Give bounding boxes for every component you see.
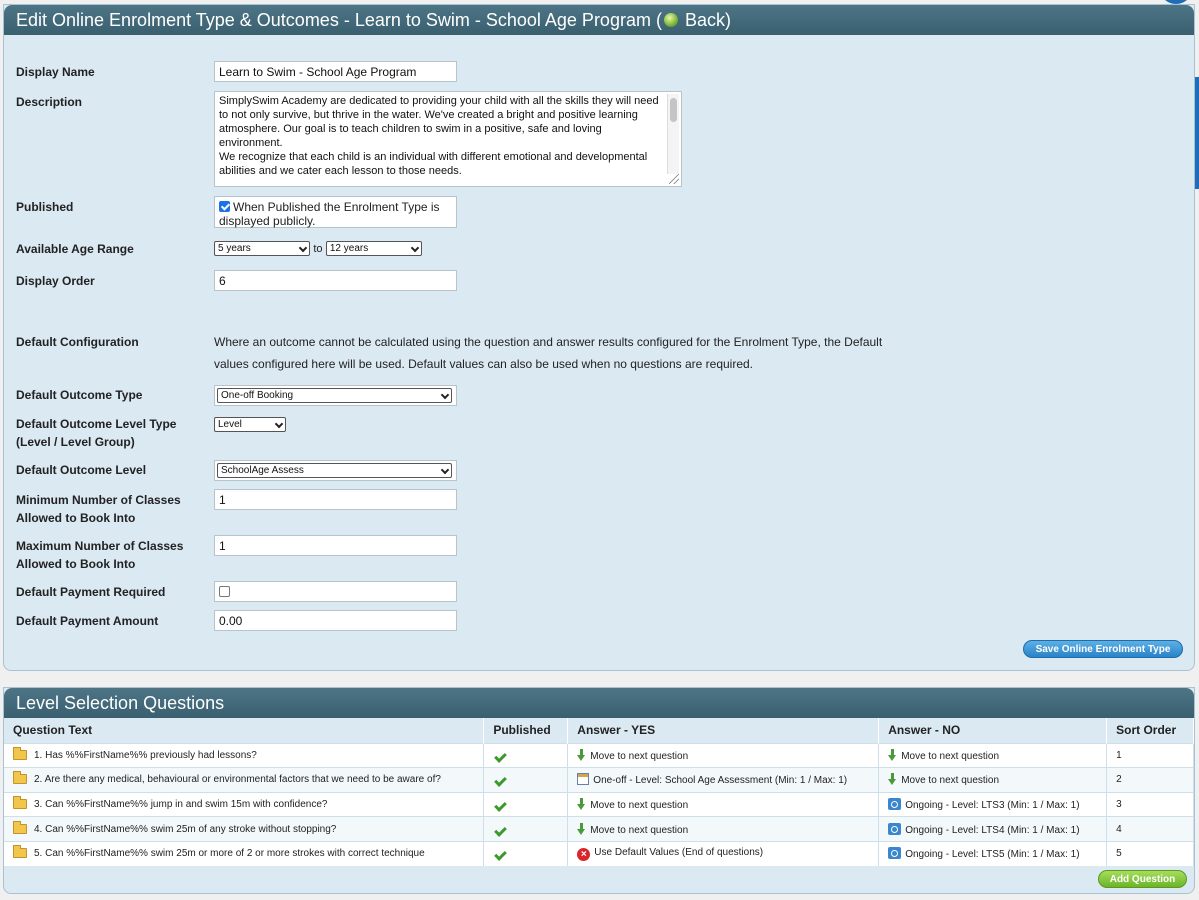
level-questions-panel	[3, 687, 1195, 894]
answer-yes-cell: Move to next question	[568, 743, 879, 768]
display-name-label: Display Name	[16, 65, 95, 79]
question-text-cell[interactable]: 1. Has %%FirstName%% previously had lessons?	[4, 743, 484, 768]
max-classes-label: Maximum Number of Classes Allowed to Book Into	[16, 539, 184, 571]
sort-order-cell: 4	[1107, 817, 1194, 842]
folder-icon[interactable]	[13, 750, 27, 760]
check-icon	[494, 750, 507, 763]
description-textarea[interactable]	[214, 91, 682, 187]
payment-amount-label: Default Payment Amount	[16, 614, 159, 628]
resize-grip-icon[interactable]	[669, 174, 679, 184]
display-name-input[interactable]	[214, 61, 457, 82]
folder-icon[interactable]	[13, 799, 27, 809]
answer-yes-cell: Move to next question	[568, 817, 879, 842]
page-title: Edit Online Enrolment Type & Outcomes - Learn to Swim - School Age Program ( Back)	[4, 5, 1194, 35]
check-icon	[494, 849, 507, 862]
description-scrollbar[interactable]	[667, 94, 679, 174]
age-range-label: Available Age Range	[16, 242, 134, 256]
add-question-button[interactable]: Add Question	[1098, 870, 1187, 888]
down-arrow-icon	[577, 749, 586, 761]
questions-table	[4, 718, 1194, 866]
folder-icon[interactable]	[13, 824, 27, 834]
chevron-down-icon	[275, 420, 283, 428]
published-text: When Published the Enrolment Type is displayed publicly.	[219, 200, 440, 228]
default-config-text: Where an outcome cannot be calculated using the question and answer results configured for the Enrolment Type, the Default values configured here will be used. Default values can also be used when no questions are required.	[214, 335, 883, 371]
column-header: Answer - NO	[879, 718, 1107, 743]
back-link[interactable]: Back)	[684, 10, 731, 30]
answer-no-cell: Ongoing - Level: LTS4 (Min: 1 / Max: 1)	[879, 817, 1107, 842]
down-arrow-icon	[577, 823, 586, 835]
table-row[interactable]	[4, 743, 1194, 768]
sort-order-cell: 1	[1107, 743, 1194, 768]
chevron-down-icon	[441, 391, 449, 399]
column-header: Answer - YES	[568, 718, 879, 743]
min-classes-input[interactable]	[214, 489, 457, 510]
column-header: Question Text	[4, 718, 484, 743]
error-icon: ×	[577, 848, 590, 861]
question-text-cell[interactable]: 5. Can %%FirstName%% swim 25m or more of 2 or more strokes with correct technique	[4, 841, 484, 866]
outcome-level-type-select[interactable]: Level	[214, 417, 286, 432]
outcome-level-select[interactable]: SchoolAge Assess	[217, 463, 452, 478]
description-label: Description	[16, 95, 83, 109]
calendar-icon	[577, 773, 589, 785]
answer-yes-cell: One-off - Level: School Age Assessment (Min: 1 / Max: 1)	[568, 768, 879, 793]
question-text-cell[interactable]: 2. Are there any medical, behavioural or environmental factors that we need to be aware of?	[4, 768, 484, 793]
recurring-icon	[888, 823, 901, 835]
outcome-type-select[interactable]: One-off Booking	[217, 388, 452, 403]
default-config-label: Default Configuration	[16, 335, 139, 349]
chevron-down-icon	[411, 244, 419, 252]
age-to-word: to	[313, 243, 323, 255]
check-icon	[494, 775, 507, 788]
answer-no-cell: Ongoing - Level: LTS5 (Min: 1 / Max: 1)	[879, 841, 1107, 866]
published-checkbox[interactable]	[219, 201, 230, 212]
answer-no-cell: Move to next question	[879, 743, 1107, 768]
outcome-level-type-label: Default Outcome Level Type (Level / Level Group)	[16, 417, 177, 449]
column-header: Sort Order	[1107, 718, 1194, 743]
check-icon	[494, 824, 507, 837]
published-cell	[484, 792, 568, 817]
display-order-input[interactable]	[214, 270, 457, 291]
edit-enrolment-panel	[3, 4, 1195, 671]
questions-title: Level Selection Questions	[4, 688, 1194, 718]
payment-amount-input[interactable]	[214, 610, 457, 631]
down-arrow-icon	[888, 749, 897, 761]
published-box	[214, 196, 457, 228]
sort-order-cell: 3	[1107, 792, 1194, 817]
min-classes-label: Minimum Number of Classes Allowed to Book Into	[16, 493, 181, 525]
table-row[interactable]	[4, 817, 1194, 842]
recurring-icon	[888, 798, 901, 810]
age-to-select[interactable]: 12 years	[326, 241, 422, 256]
description-text: SimplySwim Academy are dedicated to providing your child with all the skills they will need to not only survive, but thrive in the water. We've created a bright and positive learning atmosphere. Our goal is to teach children to swim in a positive, safe and loving environment. We recognize that each child is an individual with different emotional and developmental abilities and we cater each lesson to those needs.	[219, 95, 659, 177]
payment-required-checkbox[interactable]	[219, 586, 230, 597]
payment-required-label: Default Payment Required	[16, 585, 166, 599]
table-row[interactable]	[4, 768, 1194, 793]
sort-order-cell: 2	[1107, 768, 1194, 793]
display-order-label: Display Order	[16, 274, 95, 288]
down-arrow-icon	[888, 773, 897, 785]
back-icon[interactable]	[664, 13, 678, 27]
published-cell	[484, 841, 568, 866]
folder-icon[interactable]	[13, 848, 27, 858]
question-text-cell[interactable]: 4. Can %%FirstName%% swim 25m of any stroke without stopping?	[4, 817, 484, 842]
max-classes-input[interactable]	[214, 535, 457, 556]
question-text-cell[interactable]: 3. Can %%FirstName%% jump in and swim 15m with confidence?	[4, 792, 484, 817]
published-label: Published	[16, 200, 74, 214]
published-cell	[484, 743, 568, 768]
published-cell	[484, 768, 568, 793]
table-row[interactable]	[4, 792, 1194, 817]
outcome-type-label: Default Outcome Type	[16, 388, 143, 402]
column-header: Published	[484, 718, 568, 743]
chevron-down-icon	[441, 466, 449, 474]
answer-yes-cell: × Use Default Values (End of questions)	[568, 841, 879, 866]
answer-no-cell: Move to next question	[879, 768, 1107, 793]
answer-no-cell: Ongoing - Level: LTS3 (Min: 1 / Max: 1)	[879, 792, 1107, 817]
save-enrolment-type-button[interactable]: Save Online Enrolment Type	[1023, 640, 1183, 658]
table-row[interactable]	[4, 841, 1194, 866]
folder-icon[interactable]	[13, 774, 27, 784]
sort-order-cell: 5	[1107, 841, 1194, 866]
check-icon	[494, 799, 507, 812]
chevron-down-icon	[299, 244, 307, 252]
outcome-level-label: Default Outcome Level	[16, 463, 147, 477]
published-cell	[484, 817, 568, 842]
age-from-select[interactable]: 5 years	[214, 241, 310, 256]
answer-yes-cell: Move to next question	[568, 792, 879, 817]
recurring-icon	[888, 847, 901, 859]
down-arrow-icon	[577, 798, 586, 810]
